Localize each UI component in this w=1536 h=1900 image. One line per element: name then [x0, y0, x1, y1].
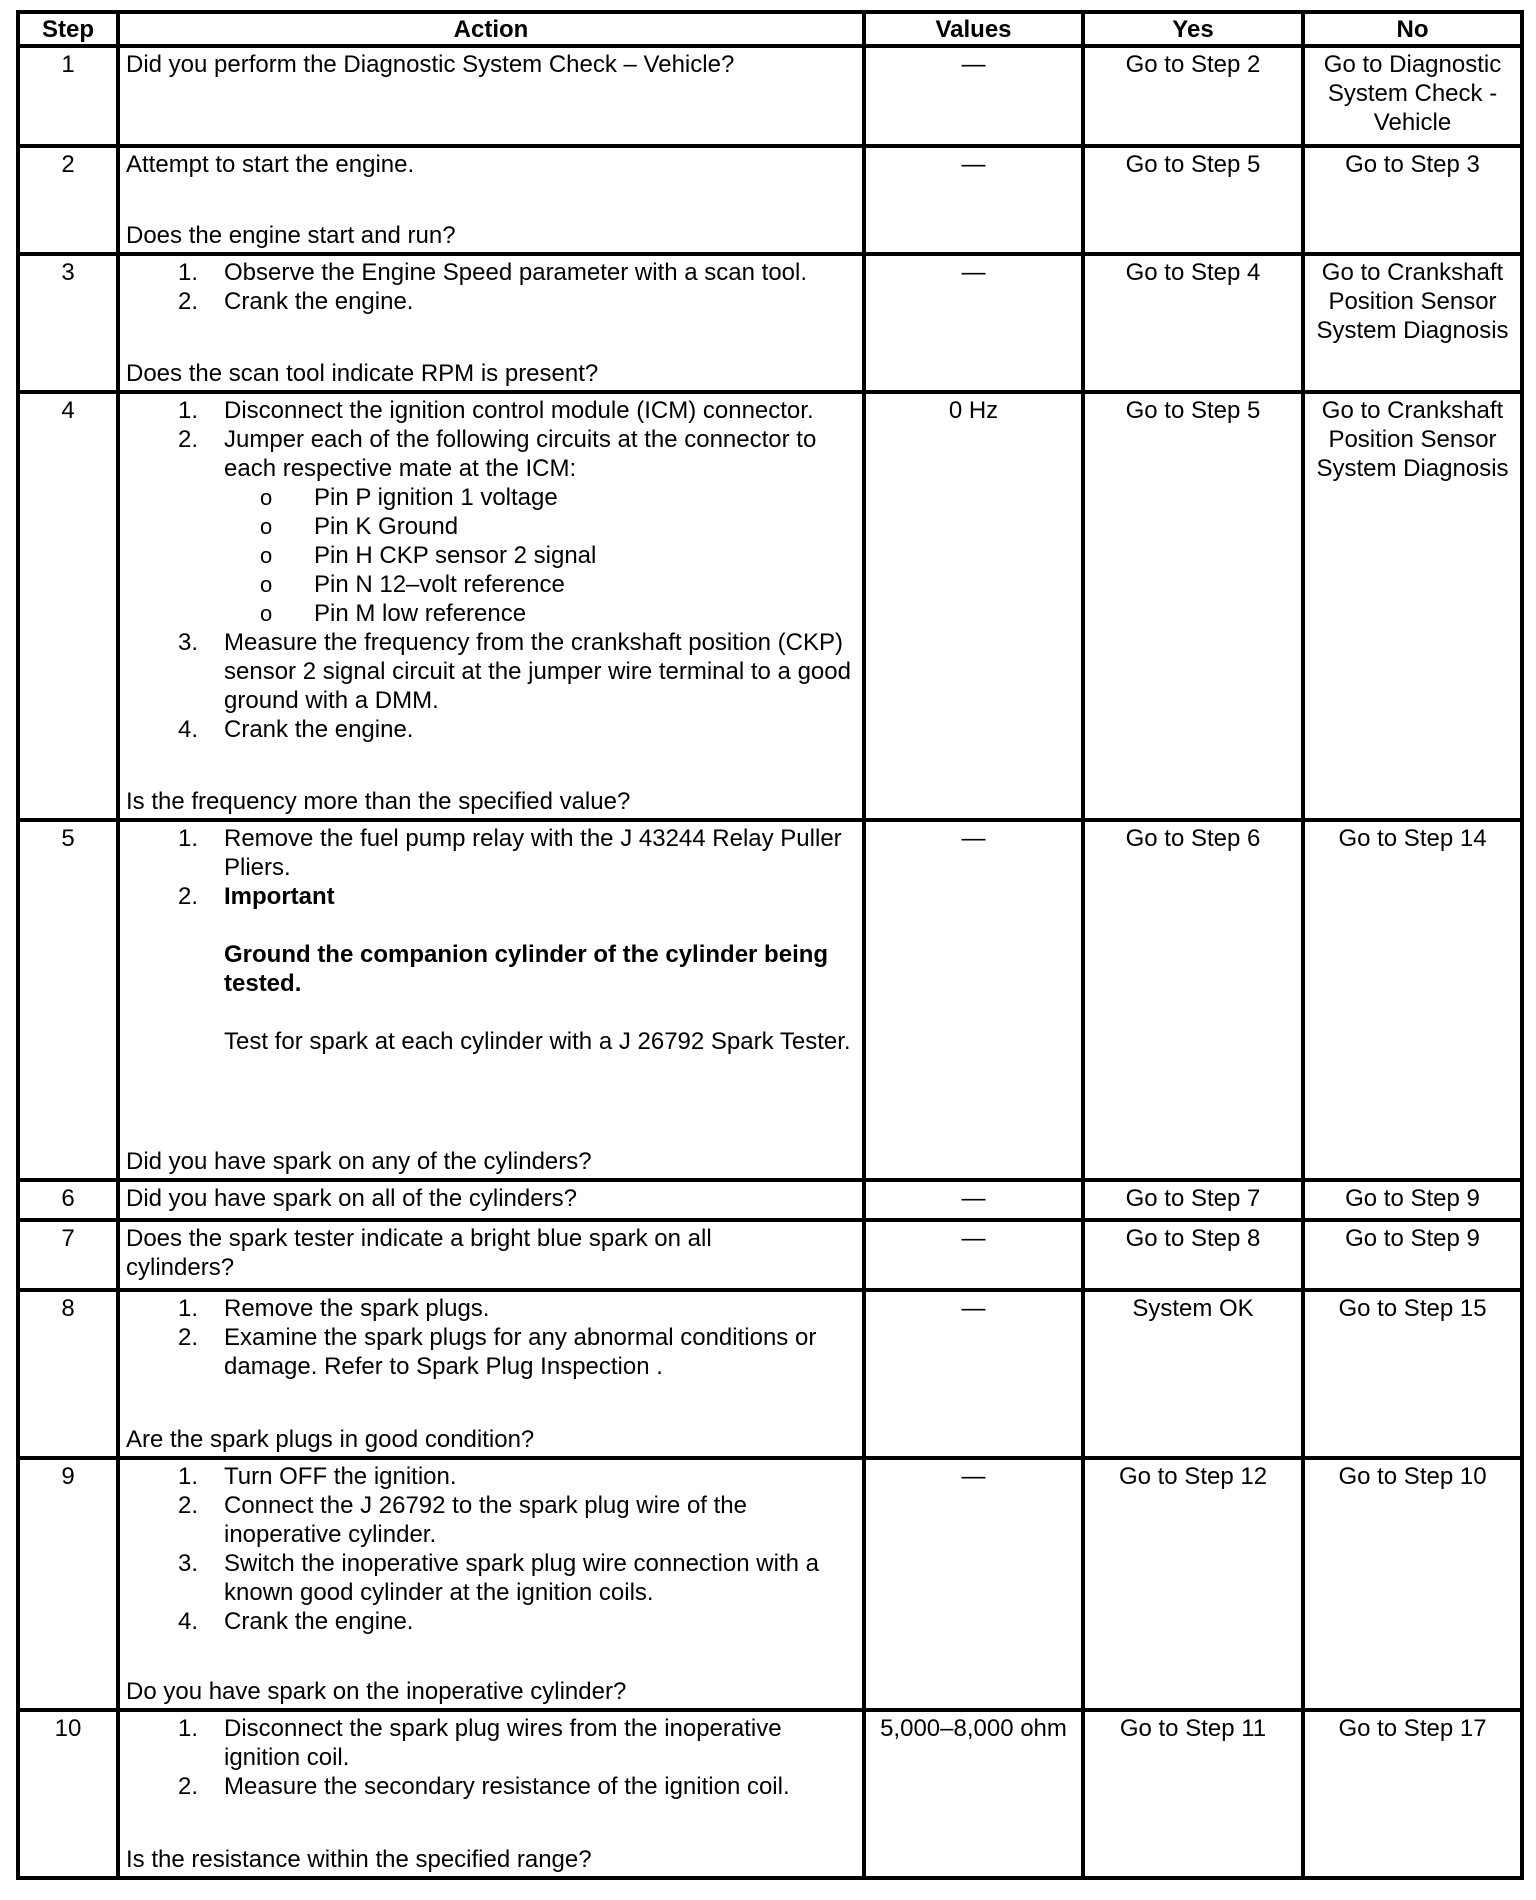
action-steps	[126, 824, 856, 1056]
action-cell	[118, 392, 864, 820]
list-item: 2. Important Ground the companion cylinder of the cylinder being tested. Test for spark at each cylinder with a J 26792 Spark Tester.	[126, 882, 856, 1056]
question-text: Does the spark tester indicate a bright blue spark on all cylinders?	[126, 1225, 712, 1281]
step-number: 5	[18, 820, 118, 1180]
yes-cell: Go to Step 12	[1083, 1458, 1303, 1710]
step-number: 9	[18, 1458, 118, 1710]
pin-item: o Pin N 12–volt reference	[224, 570, 856, 599]
pin-item: o Pin M low reference	[224, 599, 856, 628]
table-row-step-9	[18, 1458, 1522, 1710]
important-label: Important	[224, 883, 335, 910]
value-cell: —	[864, 254, 1083, 392]
table-row-step-3	[18, 254, 1522, 392]
no-cell: Go to Step 9	[1303, 1220, 1522, 1290]
value-cell: —	[864, 1220, 1083, 1290]
header-yes: Yes	[1083, 12, 1303, 46]
bullet-icon: o	[260, 543, 273, 568]
yes-cell: Go to Step 5	[1083, 146, 1303, 254]
list-item: 1. Disconnect the spark plug wires from the inoperative ignition coil.	[178, 1715, 782, 1771]
list-item: 2. Connect the J 26792 to the spark plug wire of the inoperative cylinder.	[178, 1492, 747, 1548]
table-row-step-8	[18, 1290, 1522, 1458]
action-cell	[118, 46, 864, 146]
question-text: Are the spark plugs in good condition?	[126, 1426, 535, 1453]
bullet-icon: o	[260, 485, 273, 510]
no-cell: Go to Crankshaft Position Sensor System Diagnosis	[1303, 392, 1522, 820]
value-cell: —	[864, 820, 1083, 1180]
table-row-step-7	[18, 1220, 1522, 1290]
no-cell: Go to Step 17	[1303, 1710, 1522, 1878]
question-text: Did you have spark on any of the cylinders?	[126, 1148, 592, 1175]
no-cell: Go to Step 10	[1303, 1458, 1522, 1710]
action-cell	[118, 146, 864, 254]
list-item: 2. Crank the engine.	[178, 288, 414, 315]
list-item: 3. Measure the frequency from the crankshaft position (CKP) sensor 2 signal circuit at the jumper wire terminal to a good ground with a DMM.	[178, 629, 851, 714]
header-step: Step	[18, 12, 118, 46]
action-steps	[126, 258, 856, 316]
question-text: Do you have spark on the inoperative cylinder?	[126, 1678, 627, 1705]
list-item: 2. Measure the secondary resistance of the ignition coil.	[178, 1773, 790, 1800]
action-cell	[118, 1220, 864, 1290]
pin-item: o Pin H CKP sensor 2 signal	[224, 541, 856, 570]
yes-cell: Go to Step 6	[1083, 820, 1303, 1180]
no-cell: Go to Crankshaft Position Sensor System Diagnosis	[1303, 254, 1522, 392]
list-item: 2. Examine the spark plugs for any abnormal conditions or damage. Refer to Spark Plug Inspection .	[178, 1324, 817, 1380]
no-cell: Go to Step 9	[1303, 1180, 1522, 1220]
list-item: 1. Remove the fuel pump relay with the J 43244 Relay Puller Pliers.	[178, 825, 842, 881]
important-note: Ground the companion cylinder of the cylinder being tested.	[224, 941, 829, 997]
header-row	[18, 12, 1522, 46]
table-row-step-2	[18, 146, 1522, 254]
table-row-step-4	[18, 392, 1522, 820]
step-number: 1	[18, 46, 118, 146]
action-steps	[126, 1714, 856, 1801]
table-row-step-5	[18, 820, 1522, 1180]
no-cell: Go to Diagnostic System Check - Vehicle	[1303, 46, 1522, 146]
question-text: Did you perform the Diagnostic System Check – Vehicle?	[126, 51, 735, 78]
yes-cell: Go to Step 7	[1083, 1180, 1303, 1220]
yes-cell: System OK	[1083, 1290, 1303, 1458]
yes-cell: Go to Step 2	[1083, 46, 1303, 146]
value-cell: —	[864, 1458, 1083, 1710]
question-text: Is the resistance within the specified range?	[126, 1846, 592, 1873]
yes-cell: Go to Step 11	[1083, 1710, 1303, 1878]
value-cell: 0 Hz	[864, 392, 1083, 820]
step-number: 6	[18, 1180, 118, 1220]
list-item: 4. Crank the engine.	[178, 716, 414, 743]
question-text: Does the scan tool indicate RPM is present?	[126, 360, 599, 387]
question-text: Did you have spark on all of the cylinders?	[126, 1185, 577, 1212]
test-text: Test for spark at each cylinder with a J 26792 Spark Tester.	[224, 1028, 851, 1055]
yes-cell: Go to Step 4	[1083, 254, 1303, 392]
yes-cell: Go to Step 5	[1083, 392, 1303, 820]
action-cell	[118, 820, 864, 1180]
action-steps	[126, 396, 856, 744]
list-item: 4. Crank the engine.	[178, 1608, 414, 1635]
bullet-icon: o	[260, 572, 273, 597]
action-cell	[118, 1180, 864, 1220]
action-cell	[118, 1710, 864, 1878]
yes-cell: Go to Step 8	[1083, 1220, 1303, 1290]
action-cell	[118, 1290, 864, 1458]
no-cell: Go to Step 3	[1303, 146, 1522, 254]
action-steps	[126, 1462, 856, 1636]
action-cell	[118, 254, 864, 392]
step-number: 3	[18, 254, 118, 392]
list-item: 1. Disconnect the ignition control module (ICM) connector.	[178, 397, 814, 424]
table-row-step-10	[18, 1710, 1522, 1878]
value-cell: 5,000–8,000 ohm	[864, 1710, 1083, 1878]
value-cell: —	[864, 1290, 1083, 1458]
header-values: Values	[864, 12, 1083, 46]
pin-item: o Pin P ignition 1 voltage	[224, 483, 856, 512]
step-number: 4	[18, 392, 118, 820]
step-number: 2	[18, 146, 118, 254]
action-steps	[126, 1294, 856, 1381]
question-text: Is the frequency more than the specified value?	[126, 788, 631, 815]
step-number: 7	[18, 1220, 118, 1290]
pin-list	[224, 483, 856, 628]
no-cell: Go to Step 14	[1303, 820, 1522, 1180]
no-cell: Go to Step 15	[1303, 1290, 1522, 1458]
bullet-icon: o	[260, 601, 273, 626]
bullet-icon: o	[260, 514, 273, 539]
header-action: Action	[118, 12, 864, 46]
list-item: 1. Remove the spark plugs.	[178, 1295, 490, 1322]
list-item: 2. Jumper each of the following circuits at the connector to each respective mate at the ICM: o Pin P ignition 1 voltage o Pin K Ground o Pin H CKP sensor 2 signal o Pin N 12–volt reference o Pin M low reference	[126, 425, 856, 628]
question-text: Does the engine start and run?	[126, 222, 456, 249]
pin-item: o Pin K Ground	[224, 512, 856, 541]
value-cell: —	[864, 46, 1083, 146]
value-cell: —	[864, 146, 1083, 254]
list-item: 3. Switch the inoperative spark plug wire connection with a known good cylinder at the ignition coils.	[178, 1550, 819, 1606]
value-cell: —	[864, 1180, 1083, 1220]
list-item: 1. Observe the Engine Speed parameter with a scan tool.	[178, 259, 808, 286]
step-number: 10	[18, 1710, 118, 1878]
diagnostic-table	[16, 10, 1524, 1880]
step-number: 8	[18, 1290, 118, 1458]
action-cell	[118, 1458, 864, 1710]
intro-text: Attempt to start the engine.	[126, 151, 415, 178]
list-item: 1. Turn OFF the ignition.	[178, 1463, 457, 1490]
table-row-step-6	[18, 1180, 1522, 1220]
table-row-step-1	[18, 46, 1522, 146]
header-no: No	[1303, 12, 1522, 46]
